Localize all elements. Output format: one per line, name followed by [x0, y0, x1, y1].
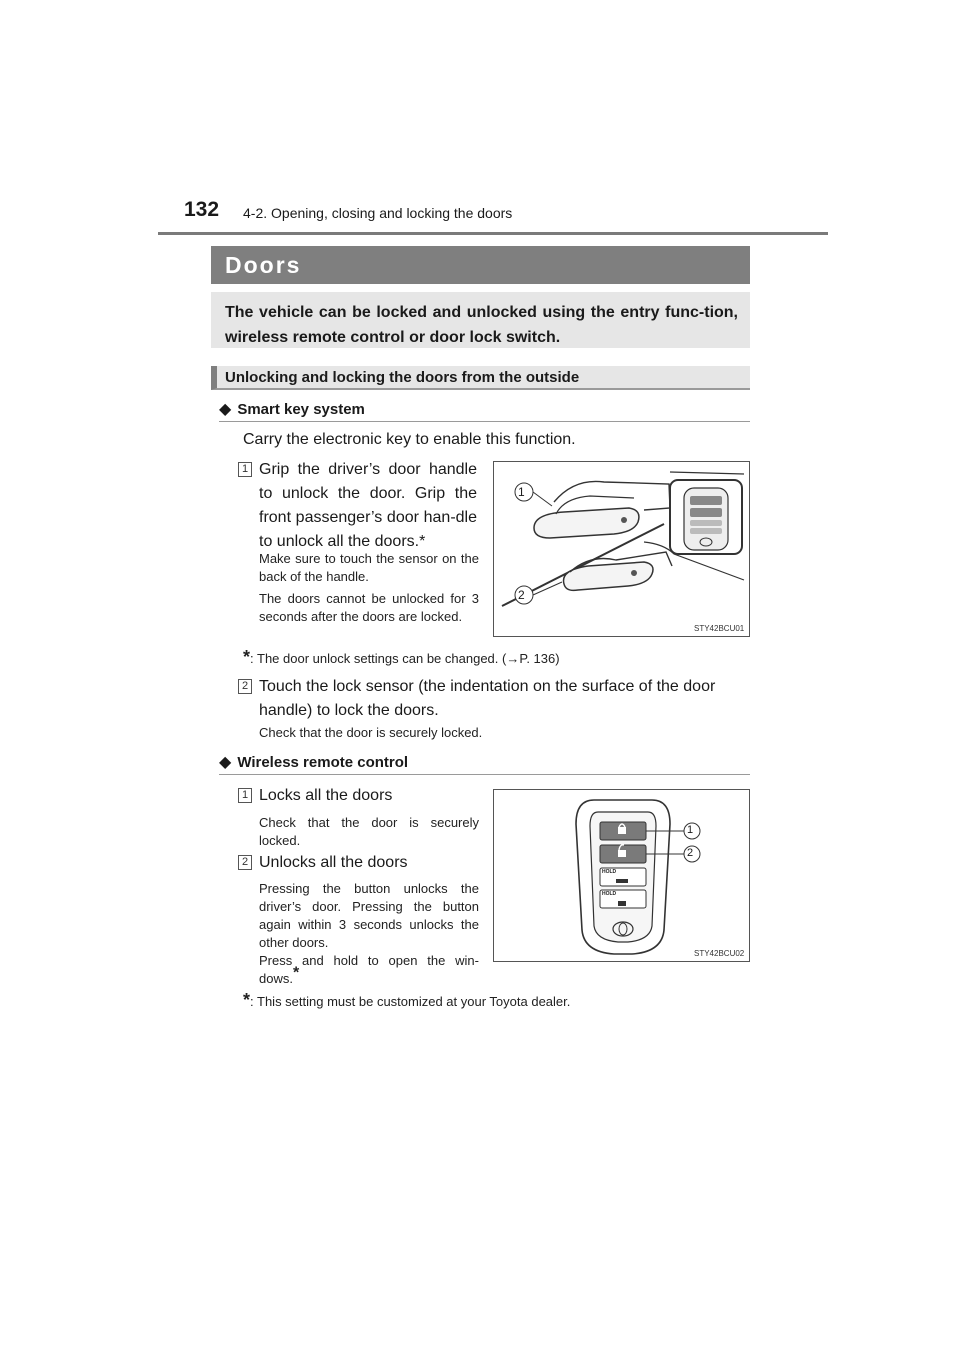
running-header: 4-2. Opening, closing and locking the doors — [243, 205, 513, 221]
asterisk-mark: * — [243, 647, 251, 667]
hold-label-1: HOLD — [602, 869, 617, 875]
step-number-2: 2 — [238, 679, 252, 694]
figure2-callout-2: 2 — [687, 847, 694, 859]
page-title: Doors — [211, 246, 750, 284]
intro-text: The vehicle can be locked and unlocked using the entry func-tion, wireless remote control or door lock switch. — [211, 292, 750, 348]
remote-footnote — [243, 991, 570, 1011]
smart-key-heading-text: Smart key system — [237, 401, 365, 418]
header-rule — [158, 232, 828, 235]
diamond-bullet-icon: ◆ — [219, 754, 232, 771]
smart-key-heading — [219, 399, 365, 419]
smart-key-lead: Carry the electronic key to enable this function. — [243, 431, 576, 448]
remote-step1-note: Check that the door is securely locked. — [259, 815, 479, 848]
asterisk-mark: * — [243, 990, 251, 1010]
remote-step2-note: Pressing the button unlocks the driver’s door. Pressing the button again within 3 seconds unlocks the other doors. — [259, 881, 479, 950]
section-heading: Unlocking and locking the doors from the outside — [211, 366, 750, 390]
smart-key-footnote — [243, 648, 560, 668]
remote-heading-text: Wireless remote control — [237, 754, 409, 771]
figure2-callout-1: 1 — [687, 824, 694, 836]
figure1-code: STY42BCU01 — [694, 624, 745, 633]
sub-heading-rule — [219, 421, 750, 422]
figure1-callout-1: 1 — [518, 485, 525, 499]
door-handle-illustration — [494, 462, 749, 636]
smart-key-step1-text: Grip the driver’s door handle to unlock the door. Grip the front passenger’s door han-dle to unlock all the doors.* — [259, 461, 477, 550]
remote-key-figure — [493, 789, 750, 962]
smart-key-footnote-text: : The door unlock settings can be changed. (→P. 136) — [250, 651, 560, 666]
remote-step2-note2-text: Press and hold to open the win-dows. — [259, 953, 479, 986]
remote-heading — [219, 752, 408, 772]
remote-step2-text: Unlocks all the doors — [259, 854, 408, 871]
smart-key-step2-note: Check that the door is securely locked. — [259, 725, 483, 740]
remote-step-number-2: 2 — [238, 855, 252, 870]
page-number: 132 — [184, 198, 220, 221]
diamond-bullet-icon: ◆ — [219, 401, 232, 418]
remote-step2-note2 — [259, 952, 479, 988]
figure2-code: STY42BCU02 — [694, 949, 745, 958]
remote-step-number-1: 1 — [238, 788, 252, 803]
asterisk-mark: * — [292, 964, 300, 982]
smart-key-step1-note2: The doors cannot be unlocked for 3 seconds after the doors are locked. — [259, 591, 479, 624]
remote-step1-text: Locks all the doors — [259, 787, 393, 804]
remote-key-illustration — [494, 790, 749, 961]
remote-footnote-text: : This setting must be customized at your Toyota dealer. — [250, 994, 571, 1009]
door-handle-figure — [493, 461, 750, 637]
figure1-callout-2: 2 — [518, 588, 525, 602]
hold-label-2: HOLD — [602, 891, 617, 897]
smart-key-step2-text: Touch the lock sensor (the indentation on the surface of the door handle) to lock the doors. — [259, 678, 716, 719]
sub-heading-rule — [219, 774, 750, 775]
smart-key-step1-note1: Make sure to touch the sensor on the back of the handle. — [259, 551, 479, 584]
step-number-1: 1 — [238, 462, 252, 477]
